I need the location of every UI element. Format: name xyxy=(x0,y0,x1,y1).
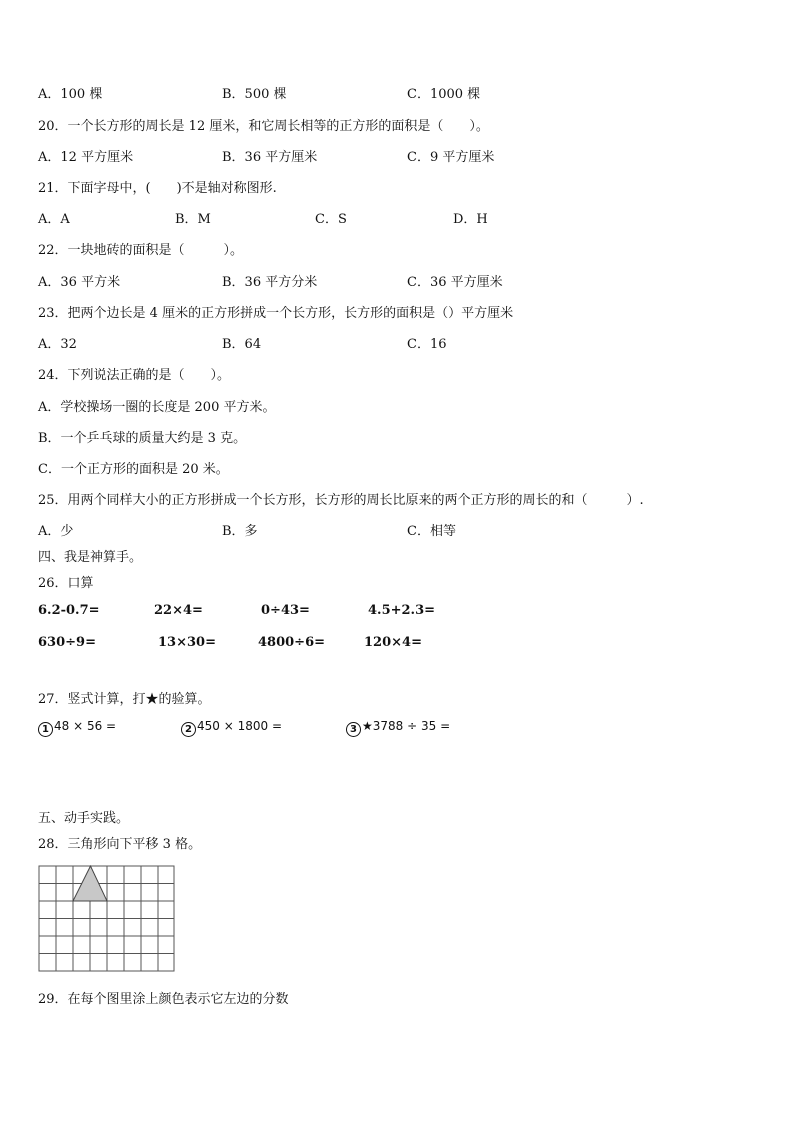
q20-option-a: A．12 平方厘米 xyxy=(38,150,134,165)
q21-stem: 21．下面字母中，( )不是轴对称图形. xyxy=(38,181,277,196)
q27-item-1 xyxy=(38,719,116,737)
q26-stem: 26．口算 xyxy=(38,576,94,591)
q28-grid-figure xyxy=(38,865,176,973)
q20-option-c: C．9 平方厘米 xyxy=(407,150,495,165)
q20-option-b: B．36 平方厘米 xyxy=(222,150,318,165)
q26-item: 120×4= xyxy=(364,635,422,650)
q22-option-b: B．36 平方分米 xyxy=(222,275,318,290)
q26-item: 22×4= xyxy=(154,603,203,618)
q24-stem: 24．下列说法正确的是（ ）。 xyxy=(38,368,231,383)
q24-option-c: C．一个正方形的面积是 20 米。 xyxy=(38,462,229,477)
q23-option-c: C．16 xyxy=(407,337,447,352)
q25-option-a: A．少 xyxy=(38,524,74,539)
grid-lines xyxy=(39,866,174,971)
q27-expression: ★3788 ÷ 35 = xyxy=(362,719,451,733)
q27-item-2 xyxy=(181,719,282,737)
q19-option-a: A．100 棵 xyxy=(38,87,103,102)
q19-option-c: C．1000 棵 xyxy=(407,87,481,102)
q26-item: 6.2-0.7= xyxy=(38,603,100,618)
q26-item: 4800÷6= xyxy=(258,635,326,650)
q25-option-b: B．多 xyxy=(222,524,258,539)
q21-option-d: D．H xyxy=(453,212,488,227)
q22-stem: 22．一块地砖的面积是（ ）。 xyxy=(38,243,244,258)
q26-item: 4.5+2.3= xyxy=(368,603,436,618)
q26-item: 13×30= xyxy=(158,635,216,650)
section-5-title: 五、动手实践。 xyxy=(38,811,130,826)
q23-option-b: B．64 xyxy=(222,337,262,352)
q26-item: 630÷9= xyxy=(38,635,96,650)
circled-number-marker: 3 xyxy=(346,722,361,737)
q27-expression: 450 × 1800 = xyxy=(197,719,282,733)
q27-item-3 xyxy=(346,719,450,737)
q27-expression: 48 × 56 = xyxy=(54,719,117,733)
q28-stem: 28．三角形向下平移 3 格。 xyxy=(38,837,202,852)
q22-option-c: C．36 平方厘米 xyxy=(407,275,503,290)
q27-stem: 27．竖式计算，打★的验算。 xyxy=(38,692,211,707)
q26-item: 0÷43= xyxy=(261,603,310,618)
q20-stem: 20．一个长方形的周长是 12 厘米，和它周长相等的正方形的面积是（ ）。 xyxy=(38,119,489,134)
q23-option-a: A．32 xyxy=(38,337,77,352)
q29-stem: 29．在每个图里涂上颜色表示它左边的分数 xyxy=(38,992,289,1007)
q24-option-b: B．一个乒乓球的质量大约是 3 克。 xyxy=(38,431,247,446)
q19-option-b: B．500 棵 xyxy=(222,87,287,102)
q21-option-b: B．M xyxy=(175,212,211,227)
q21-option-a: A．A xyxy=(38,212,70,227)
section-4-title: 四、我是神算手。 xyxy=(38,550,143,565)
q21-option-c: C．S xyxy=(315,212,347,227)
q24-option-a: A．学校操场一圈的长度是 200 平方米。 xyxy=(38,400,276,415)
q25-stem: 25．用两个同样大小的正方形拼成一个长方形，长方形的周长比原来的两个正方形的周长的和（ ）. xyxy=(38,493,644,508)
q22-option-a: A．36 平方米 xyxy=(38,275,121,290)
circled-number-marker: 1 xyxy=(38,722,53,737)
q25-option-c: C．相等 xyxy=(407,524,456,539)
q23-stem: 23．把两个边长是 4 厘米的正方形拼成一个长方形，长方形的面积是（）平方厘米 xyxy=(38,306,514,321)
circled-number-marker: 2 xyxy=(181,722,196,737)
